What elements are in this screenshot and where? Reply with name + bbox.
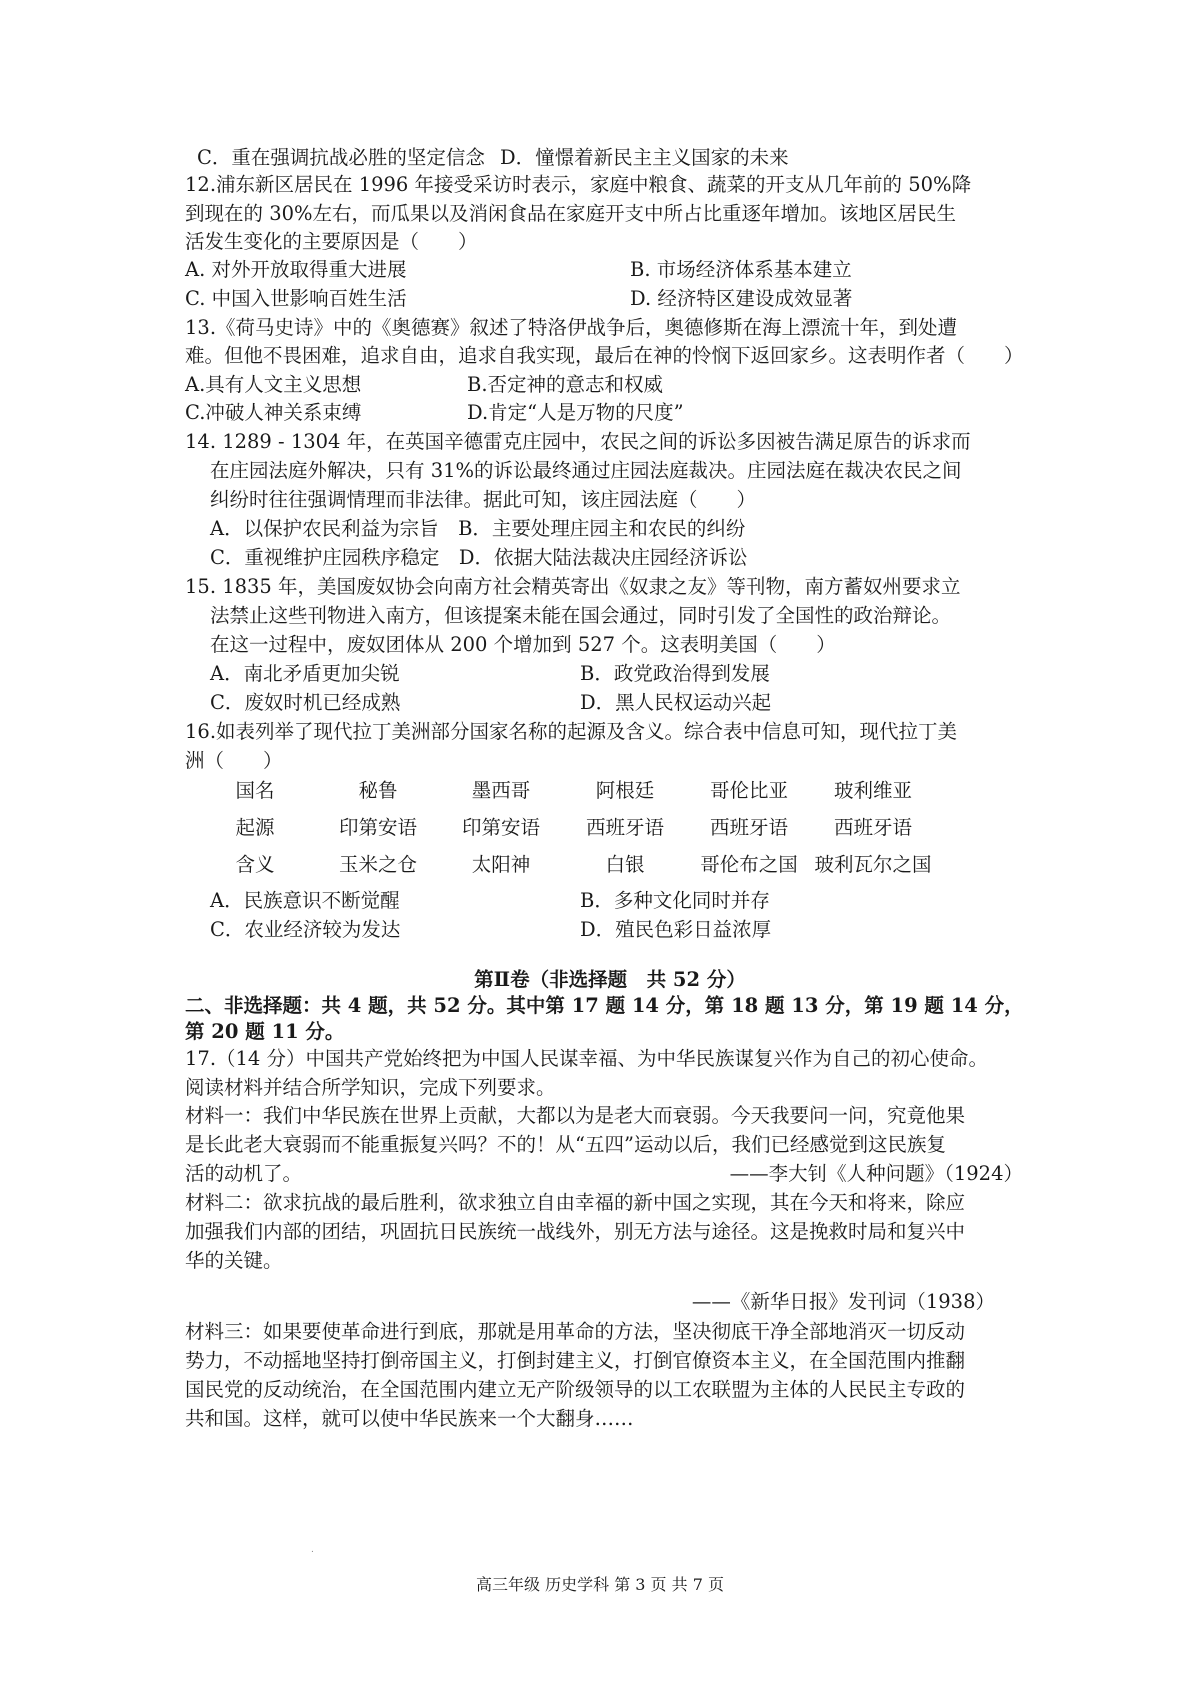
q14-stem-line1: 14. 1289 - 1304 年，在英国辛德雷克庄园中，农民之间的诉讼多因被告满足原告的诉求而	[185, 430, 971, 453]
table-cell: 含义	[235, 853, 275, 876]
q15-option-b: B．政党政治得到发展	[580, 662, 770, 685]
q14-stem-line2: 在庄园法庭外解决，只有 31%的诉讼最终通过庄园法庭裁决。庄园法庭在裁决农民之间	[210, 459, 962, 482]
q14-options-ab: A．以保护农民利益为宗旨 B．主要处理庄园主和农民的纠纷	[210, 517, 746, 540]
q15-stem-line2: 法禁止这些刊物进入南方，但该提案未能在国会通过，同时引发了全国性的政治辩论。	[210, 604, 952, 627]
table-cell: 阿根廷	[595, 779, 655, 802]
q17-material1-line3: 活的动机了。	[185, 1162, 303, 1185]
q16-stem-line2: 洲（ ）	[185, 749, 283, 772]
q15-option-d: D．黑人民权运动兴起	[580, 691, 772, 714]
q13-option-b: B.否定神的意志和权威	[467, 373, 664, 396]
table-cell: 秘鲁	[358, 779, 398, 802]
q13-stem-line1: 13.《荷马史诗》中的《奥德赛》叙述了特洛伊战争后，奥德修斯在海上漂流十年，到处遭	[185, 316, 958, 339]
q17-material3-line4: 共和国。这样，就可以使中华民族来一个大翻身……	[185, 1407, 634, 1430]
q12-option-c: C. 中国入世影响百姓生活	[185, 287, 407, 310]
q12-stem-line2: 到现在的 30%左右，而瓜果以及消闲食品在家庭开支中所占比重逐年增加。该地区居民生	[185, 202, 957, 225]
q17-material1-line2: 是长此老大衰弱而不能重振复兴吗？不的！从“五四”运动以后，我们已经感觉到这民族复	[185, 1133, 946, 1156]
table-cell: 玻利瓦尔之国	[814, 853, 932, 876]
q15-stem-line3: 在这一过程中，废奴团体从 200 个增加到 527 个。这表明美国（ ）	[210, 633, 836, 656]
q17-material2-source: ——《新华日报》发刊词（1938）	[691, 1290, 995, 1313]
table-cell: 玻利维亚	[833, 779, 912, 802]
q15-option-c: C．废奴时机已经成熟	[210, 691, 401, 714]
table-cell: 西班牙语	[833, 816, 912, 839]
q17-material1-line1: 材料一：我们中华民族在世界上贡献，大都以为是老大而衰弱。今天我要问一问，究竟他果	[185, 1104, 966, 1127]
q16-stem-line1: 16.如表列举了现代拉丁美洲部分国家名称的起源及含义。综合表中信息可知，现代拉丁美	[185, 720, 958, 743]
section2-intro-line2: 第 20 题 11 分。	[185, 1020, 345, 1043]
q12-option-d: D. 经济特区建设成效显著	[630, 287, 853, 310]
section2-title: 第Ⅱ卷（非选择题 共 52 分）	[474, 968, 746, 991]
table-cell: 西班牙语	[585, 816, 664, 839]
q13-option-a: A.具有人文主义思想	[185, 373, 362, 396]
q13-option-d: D.肯定“人是万物的尺度”	[467, 401, 684, 424]
q12-stem-line3: 活发生变化的主要原因是（ ）	[185, 230, 478, 253]
table-cell: 西班牙语	[709, 816, 788, 839]
q14-stem-line3: 纠纷时往往强调情理而非法律。据此可知，该庄园法庭（ ）	[210, 488, 757, 511]
q12-stem-line1: 12.浦东新区居民在 1996 年接受采访时表示，家庭中粮食、蔬菜的开支从几年前的 50%降	[185, 173, 972, 196]
q11-option-c: C．重在强调抗战必胜的坚定信念	[197, 146, 485, 169]
q14-options-cd: C．重视维护庄园秩序稳定 D．依据大陆法裁决庄园经济诉讼	[210, 546, 748, 569]
q17-material2-line2: 加强我们内部的团结，巩固抗日民族统一战线外，别无方法与途径。这是挽救时局和复兴中	[185, 1220, 966, 1243]
q17-material3-line3: 国民党的反动统治，在全国范围内建立无产阶级领导的以工农联盟为主体的人民民主专政的	[185, 1378, 966, 1401]
q13-option-c: C.冲破人神关系束缚	[185, 401, 362, 424]
table-cell: 哥伦比亚	[709, 779, 788, 802]
q11-option-d: D．憧憬着新民主主义国家的未来	[500, 146, 789, 169]
q16-option-d: D．殖民色彩日益浓厚	[580, 918, 772, 941]
q17-stem-line2: 阅读材料并结合所学知识，完成下列要求。	[185, 1076, 556, 1099]
q15-stem-line1: 15. 1835 年，美国废奴协会向南方社会精英寄出《奴隶之友》等刊物，南方蓄奴州要求立	[185, 575, 961, 598]
q16-option-a: A．民族意识不断觉醒	[210, 889, 400, 912]
page-footer: 高三年级 历史学科 第 3 页 共 7 页	[476, 1575, 724, 1594]
table-cell: 印第安语	[461, 816, 540, 839]
q16-option-c: C．农业经济较为发达	[210, 918, 401, 941]
table-cell: 印第安语	[338, 816, 417, 839]
table-cell: 白银	[605, 853, 645, 876]
table-cell: 哥伦布之国	[700, 853, 798, 876]
stray-mark: .	[311, 1545, 314, 1555]
table-cell: 国名	[235, 779, 275, 802]
table-cell: 墨西哥	[471, 779, 531, 802]
table-cell: 起源	[235, 816, 275, 839]
q12-option-a: A. 对外开放取得重大进展	[185, 258, 407, 281]
table-cell: 太阳神	[471, 853, 531, 876]
q16-option-b: B．多种文化同时并存	[580, 889, 770, 912]
q17-material3-line1: 材料三：如果要使革命进行到底，那就是用革命的方法，坚决彻底干净全部地消灭一切反动	[185, 1320, 966, 1343]
q17-material2-line1: 材料二：欲求抗战的最后胜利，欲求独立自由幸福的新中国之实现，其在今天和将来，除应	[185, 1191, 966, 1214]
q17-material1-source: ——李大钊《人种问题》（1924）	[729, 1162, 1023, 1185]
q13-stem-line2: 难。但他不畏困难，追求自由，追求自我实现，最后在神的怜悯下返回家乡。这表明作者（ ）	[185, 344, 1024, 367]
section2-intro-line1: 二、非选择题：共 4 题，共 52 分。其中第 17 题 14 分，第 18 题 13 分，第 19 题 14 分，	[185, 994, 1024, 1017]
table-cell: 玉米之仓	[338, 853, 417, 876]
q17-material2-line3: 华的关键。	[185, 1249, 283, 1272]
q17-material3-line2: 势力，不动摇地坚持打倒帝国主义，打倒封建主义，打倒官僚资本主义，在全国范围内推翻	[185, 1349, 966, 1372]
q17-stem-line1: 17.（14 分）中国共产党始终把为中国人民谋幸福、为中华民族谋复兴作为自己的初心使命。	[185, 1047, 989, 1070]
q12-option-b: B. 市场经济体系基本建立	[630, 258, 852, 281]
q15-option-a: A．南北矛盾更加尖锐	[210, 662, 400, 685]
